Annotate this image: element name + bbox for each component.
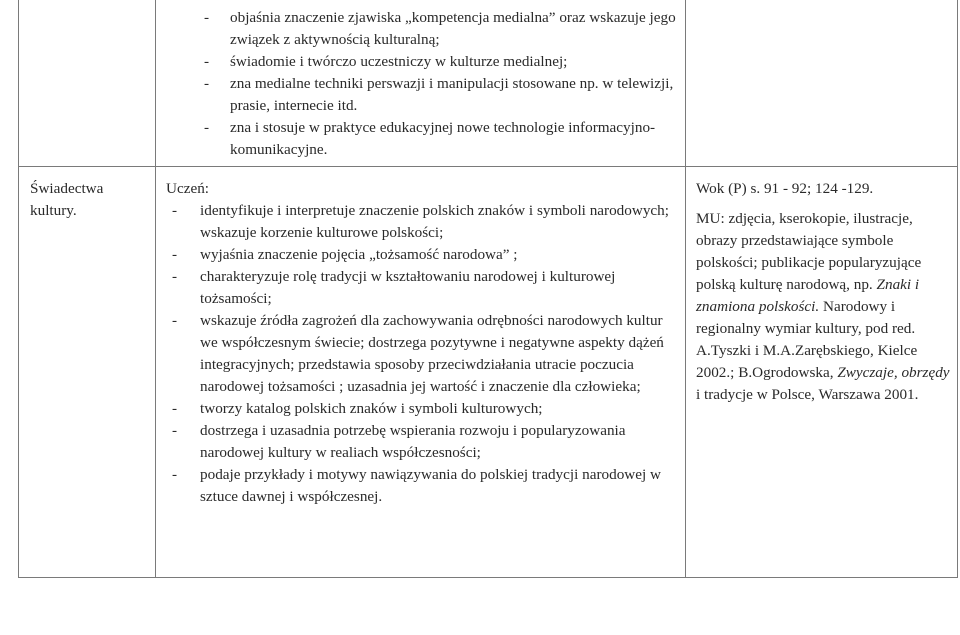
list-item: - zna i stosuje w praktyce edukacyjnej nowe technologie informacyjno-komunikacyjne. <box>204 119 656 158</box>
table-divider <box>18 166 958 167</box>
list-item: - dostrzega i uzasadnia potrzebę wspierania rozwoju i popularyzowania narodowej kultury w realiach współczesności; <box>172 422 626 461</box>
list-item: - podaje przykłady i motywy nawiązywania do polskiej tradycji narodowej w sztuce dawnej i współczesnej. <box>172 466 661 505</box>
list-item: - objaśnia znaczenie zjawiska „kompetencja medialna” oraz wskazuje jego związek z aktywnością kulturalną; <box>204 9 676 48</box>
list-item: - wyjaśnia znaczenie pojęcia „tożsamość narodowa” ; <box>172 246 518 263</box>
outcomes-cell-culture <box>166 178 681 508</box>
list-item: - zna medialne techniki perswazji i manipulacji stosowane np. w telewizji, prasie, internecie itd. <box>204 75 674 114</box>
table-divider <box>957 0 958 578</box>
student-label: Uczeń: <box>166 180 210 197</box>
materials-reference: MU: zdjęcia, kserokopie, ilustracje, obrazy przedstawiające symbole polskości; publikacje popularyzujące polską kulturę narodową, np. Znaki i znamiona polskości. Narodowy i regionalny wymiar kultury, pod red. A.Tyszki i M.A.Zarębskiego, Kielce 2002.; B.Ogrodowska, Zwyczaje, obrzędy i tradycje w Polsce, Warszawa 2001. <box>696 210 950 403</box>
list-item: - tworzy katalog polskich znaków i symboli kulturowych; <box>172 400 543 417</box>
list-item: - charakteryzuje rolę tradycji w kształtowaniu narodowej i kulturowej tożsamości; <box>172 268 616 307</box>
list-item: - wskazuje źródła zagrożeń dla zachowywania odrębności narodowych kultur we współczesnym świecie; dostrzega pozytywne i negatywne aspekty dążeń integracyjnych; przedstawia sposoby przeciwdziałania utracie poczucia narodowej tożsamości ; uzasadnia jej wartość i znaczenie dla człowieka; <box>172 312 664 395</box>
references-cell <box>696 178 954 406</box>
textbook-reference: Wok (P) s. 91 - 92; 124 -129. <box>696 180 874 197</box>
table-divider <box>18 0 19 578</box>
table-divider <box>18 577 958 578</box>
section-title: Świadectwa kultury. <box>30 180 104 219</box>
outcomes-cell-media <box>196 7 676 161</box>
table-divider <box>685 0 686 578</box>
list-item: - świadomie i twórczo uczestniczy w kulturze medialnej; <box>204 53 568 70</box>
list-item: - identyfikuje i interpretuje znaczenie polskich znaków i symboli narodowych; wskazuje korzenie kulturowe polskości; <box>172 202 669 241</box>
